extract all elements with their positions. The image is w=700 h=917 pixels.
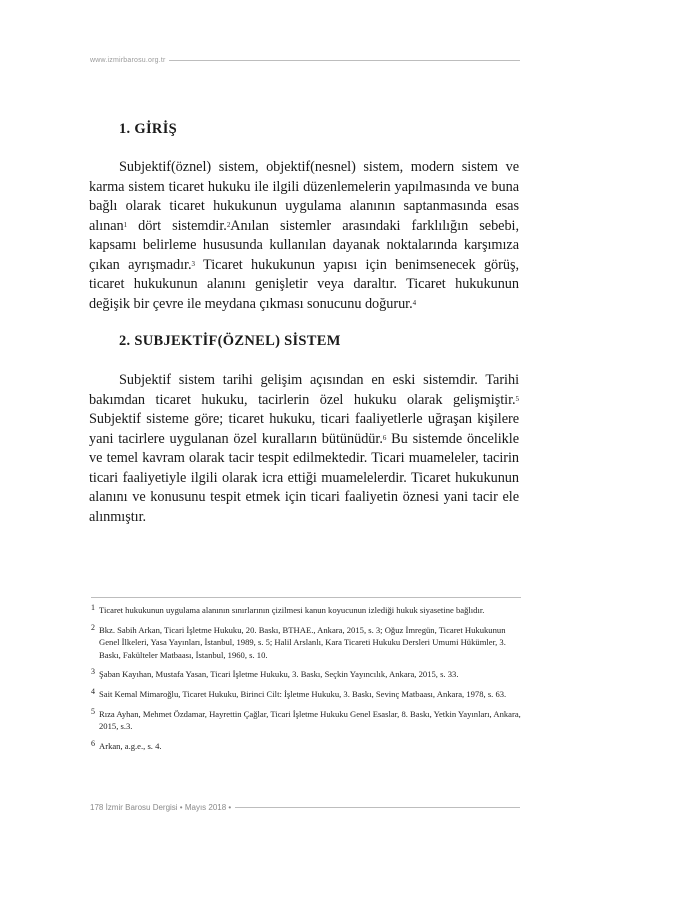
- footnote-ref[interactable]: 1: [123, 220, 128, 229]
- footer-text: 178 İzmir Barosu Dergisi • Mayıs 2018 •: [90, 802, 232, 812]
- section-paragraph-subjektif: [89, 371, 519, 527]
- footnote-text: Bkz. Sabih Arkan, Ticari İşletme Hukuku, 20. Baskı, BTHAE., Ankara, 2015, s. 3; Oğuz İmregün, Ticaret Hukukunun Genel İlkeleri, Yasa Yayınları, İstanbul, 1989, s. 5; Halil Arslanlı, Kara Ticareti Hukuku Dersleri Umumi Hükümler, 3. Baskı, Fakülteler Matbaası, İstanbul, 1960, s. 10.: [99, 624, 506, 660]
- footnotes: [91, 597, 521, 759]
- section-heading-subjektif: 2. SUBJEKTİF(ÖZNEL) SİSTEM: [119, 333, 341, 349]
- footnote-ref[interactable]: 4: [412, 298, 417, 307]
- footnote-number: 3: [91, 667, 95, 677]
- footnote-number: 4: [91, 686, 95, 696]
- footnote-ref[interactable]: 3: [191, 259, 195, 268]
- footnote-ref[interactable]: 6: [382, 433, 387, 442]
- footnote-text: Rıza Ayhan, Mehmet Özdamar, Hayrettin Çağlar, Ticari İşletme Hukuku Genel Esaslar, 8. Baskı, Yetkin Yayınları, Ankara, 2015, s.3.: [99, 708, 521, 732]
- footnote-ref[interactable]: 5: [515, 394, 519, 403]
- running-header: [90, 54, 520, 66]
- footnote-text: Şaban Kayıhan, Mustafa Yasan, Ticari İşletme Hukuku, 3. Baskı, Seçkin Yayıncılık, Ankara, 2015, s. 33.: [99, 669, 459, 680]
- header-rule: [169, 60, 520, 61]
- text-run: Anılan sistemler arasındaki farklılığın sebebi, kapsamı belirleme hususunda kullanılan dayanak noktalarında karşımıza çıkan ayrışmadır.: [89, 217, 520, 273]
- text-run: dört sistemdir.: [127, 217, 227, 234]
- footnote: [91, 740, 521, 753]
- text-run: Bu sistemde öncelikle ve temel kavram olarak tacir tespit edilmektedir. Ticari muameleler, tacirin ticari faaliyetiyle ilgili olarak icra ettiği muamelelerdir. Ticaret hukukunun alanını ve konusunu tespit etmek için ticari faaliyetin öznesi yani tacir ele alınmıştır.: [89, 430, 519, 525]
- footnote-ref[interactable]: 2: [226, 220, 231, 229]
- footnote-text: Sait Kemal Mimaroğlu, Ticaret Hukuku, Birinci Cilt: İşletme Hukuku, 3. Baskı, Sevinç Matbaası, Ankara, 1978, s. 63.: [99, 688, 507, 699]
- footnote: [91, 688, 521, 701]
- footnote-number: 1: [91, 603, 95, 612]
- footnote-number: 5: [91, 706, 95, 716]
- footer-rule: [235, 807, 520, 808]
- text-run: Subjektif sisteme göre; ticaret hukuku, ticari faaliyetlerle uğraşan kişilere yani tacirlere uygulanan özel kuralların bütünüdür.: [89, 411, 519, 447]
- running-footer: [90, 800, 520, 814]
- footnote: [91, 604, 521, 617]
- footnote-number: 2: [91, 622, 95, 632]
- header-url[interactable]: www.izmirbarosu.org.tr: [90, 56, 166, 64]
- section-heading-giris: 1. GİRİŞ: [119, 121, 177, 137]
- text-run: Subjektif sistem tarihi gelişim açısından en eski sistemdir. Tarihi bakımdan ticaret hukuku, tacirlerin özel hukuku olarak gelişmiştir.: [89, 372, 519, 408]
- text-run: Ticaret hukukunun yapısı için benimsenecek görüş, ticaret hukukunun alanını genişletir veya daraltır. Ticaret hukukunun değişik bir çevre ile meydana çıkması sonucunu doğurur.: [89, 256, 519, 312]
- footnote: [91, 624, 521, 662]
- footnote: [91, 668, 521, 681]
- section-paragraph-giris: [89, 158, 519, 314]
- footnote-text: Ticaret hukukunun uygulama alanının sınırlarının çizilmesi kanun koyucunun izlediği hukuk siyasetine bağlıdır.: [99, 605, 485, 615]
- footnote-text: Arkan, a.g.e., s. 4.: [99, 740, 162, 751]
- text-run: Subjektif(öznel) sistem, objektif(nesnel) sistem, modern sistem ve karma sistem ticaret hukuku ile ilgili düzenlemelerin yapılmasında ve buna bağlı olarak ticaret hukukunun uygulama alanının saptanmasında esas alınan: [89, 159, 519, 234]
- footnote: [91, 708, 521, 733]
- footnote-number: 6: [91, 738, 95, 748]
